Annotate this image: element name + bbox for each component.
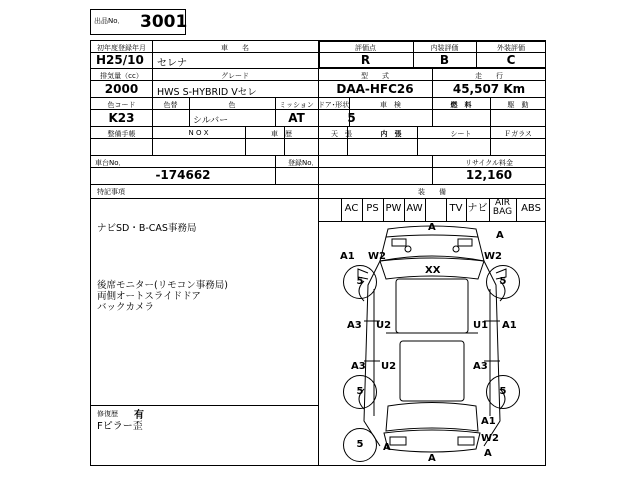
reg-date-value: H25/10 bbox=[96, 53, 144, 67]
special-note-4: バックカメラ bbox=[97, 302, 155, 313]
model-value: DAA-HFC26 bbox=[336, 82, 414, 96]
special-note-1: ナビSD・B-CAS事務局 bbox=[97, 223, 197, 234]
color-code-value: K23 bbox=[108, 111, 135, 125]
mark-roof: XX bbox=[425, 265, 441, 276]
special-note-3: 両側オートスライドドア bbox=[97, 291, 201, 302]
recycle-value: 12,160 bbox=[465, 168, 513, 182]
airbag-line1: AIR bbox=[494, 198, 511, 208]
model-label: 型 式 bbox=[361, 72, 389, 80]
maintenance-label: 整備手帳 bbox=[107, 130, 136, 138]
inspection-label: 車 検 bbox=[380, 101, 401, 109]
doors-label: ドア･形状 bbox=[318, 101, 350, 109]
mark-a1-fl: A1 bbox=[340, 251, 355, 262]
lot-number: 3001 bbox=[140, 12, 188, 32]
color-change-label: 色替 bbox=[163, 101, 178, 109]
mark-w2-l: W2 bbox=[368, 251, 386, 262]
mark-u2-rl: U2 bbox=[381, 361, 397, 372]
color-label: 色 bbox=[228, 101, 236, 109]
chassis-value: -174662 bbox=[155, 168, 211, 182]
seat-label: シート bbox=[450, 130, 472, 138]
cc-label: 排気量（cc） bbox=[100, 72, 143, 80]
mission-value: AT bbox=[288, 111, 305, 125]
lot-label: 出品No． bbox=[94, 17, 125, 25]
mark-a1-rear: A1 bbox=[481, 416, 496, 427]
exterior-value: C bbox=[506, 53, 516, 67]
tire-front-left bbox=[343, 265, 377, 299]
color-value: シルバー bbox=[193, 116, 229, 126]
equip-aw: AW bbox=[406, 203, 423, 214]
mission-label: ミッション bbox=[279, 101, 314, 109]
front-glass-label: Ｆガラス bbox=[504, 130, 532, 138]
cc-value: 2000 bbox=[104, 82, 139, 96]
tire-mid-right bbox=[486, 375, 520, 409]
interior-value: B bbox=[439, 53, 450, 67]
car-name-label: 車 名 bbox=[221, 44, 249, 52]
equip-pw: PW bbox=[385, 203, 402, 214]
interior-lining-label: 内 張 bbox=[380, 130, 402, 138]
interior-label: 内装評価 bbox=[430, 44, 459, 52]
special-notes-label: 特記事項 bbox=[97, 188, 125, 196]
chassis-label: 車台No． bbox=[95, 159, 126, 167]
drive-label: 駆 動 bbox=[507, 101, 529, 109]
score-value: R bbox=[360, 53, 371, 67]
tire-front-right bbox=[486, 265, 520, 299]
tire-fl-value: 5 bbox=[356, 276, 364, 287]
spare-value: 5 bbox=[356, 439, 364, 450]
equip-navi: ナビ bbox=[467, 203, 488, 214]
airbag-line2: BAG bbox=[492, 207, 513, 217]
equip-ps: PS bbox=[366, 203, 379, 214]
mark-front-a: A bbox=[428, 222, 436, 233]
tire-ml-value: 5 bbox=[356, 386, 364, 397]
grade-value: HWS S-HYBRID Vセレ bbox=[157, 87, 257, 98]
doors-value: 5 bbox=[347, 111, 356, 125]
regno-label: 登録No． bbox=[288, 159, 319, 167]
tire-fr-value: 5 bbox=[499, 276, 507, 287]
score-label: 評価点 bbox=[355, 44, 376, 52]
mark-u1-r: U1 bbox=[473, 320, 489, 331]
special-note-2: 後席モニター(リモコン事務局) bbox=[97, 280, 228, 291]
mark-a3-rl: A3 bbox=[351, 361, 366, 372]
history-label: 車 歴 bbox=[271, 130, 292, 138]
recycle-label: リサイクル料金 bbox=[464, 159, 514, 167]
mileage-value: 45,507 Km bbox=[452, 82, 526, 96]
mark-a-rear-r: A bbox=[484, 448, 492, 459]
spare-tire bbox=[343, 428, 377, 462]
grade-label: グレード bbox=[221, 72, 249, 80]
mark-w2-r: W2 bbox=[484, 251, 502, 262]
mark-a-rear-l: A bbox=[383, 442, 391, 453]
nox-label: N O X bbox=[188, 129, 209, 137]
tire-mr-value: 5 bbox=[499, 386, 507, 397]
mark-a3-l: A3 bbox=[347, 320, 362, 331]
color-code-label: 色コード bbox=[107, 101, 136, 109]
equip-abs: ABS bbox=[521, 203, 541, 214]
mileage-label: 走 行 bbox=[475, 72, 503, 80]
repair-history-value: 有 bbox=[134, 410, 144, 421]
mark-a3-rr: A3 bbox=[473, 361, 488, 372]
equipment-label: 装 備 bbox=[418, 188, 446, 196]
mark-w2-rear: W2 bbox=[481, 433, 499, 444]
fuel-label: 燃 料 bbox=[450, 101, 472, 109]
tire-mid-left bbox=[343, 375, 377, 409]
car-name-value: セレナ bbox=[157, 58, 187, 69]
mark-u2-l: U2 bbox=[376, 320, 392, 331]
mark-a1-r: A1 bbox=[502, 320, 517, 331]
equip-tv: TV bbox=[449, 203, 463, 214]
repair-note: Fピラー歪 bbox=[97, 421, 143, 432]
equip-airbag bbox=[489, 199, 516, 217]
roof-lining-label: 天 張 bbox=[331, 130, 352, 138]
mark-front-right-a: A bbox=[496, 230, 504, 241]
reg-date-label: 初年度登録年月 bbox=[97, 44, 146, 52]
equip-ac: AC bbox=[344, 203, 359, 214]
mark-a-rear-c: A bbox=[428, 453, 436, 464]
repair-history-label: 修復歴 bbox=[97, 410, 118, 418]
exterior-label: 外装評価 bbox=[497, 44, 525, 52]
